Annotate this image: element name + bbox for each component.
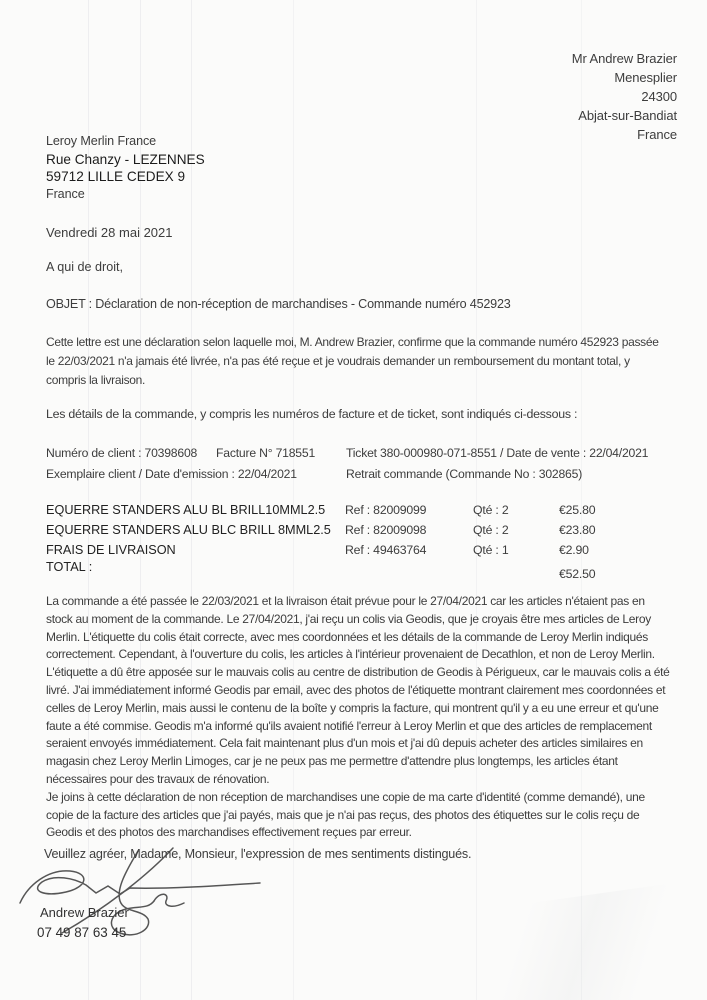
recipient-street: Rue Chanzy - LEZENNES bbox=[46, 151, 205, 167]
item-ref: Ref : 49463764 bbox=[345, 543, 427, 557]
item-row bbox=[46, 523, 695, 543]
sender-line: Menesplier bbox=[614, 70, 677, 85]
sender-name: Mr Andrew Brazier bbox=[571, 51, 677, 66]
body-paragraph-2: Je joins à cette déclaration de non réception de marchandises une copie de ma carte d'identité (comme demandé), une copie de la facture des articles que j'ai payés, mais que je n'ai pas reçus, des photos des étiquettes sur le colis reçu de Geodis et des photos des marchandises effectivement reçues par erreur. bbox=[46, 789, 645, 840]
item-qty: Qté : 2 bbox=[473, 523, 509, 537]
details-intro-line: Les détails de la commande, y compris les numéros de facture et de ticket, sont indiqués ci-dessous : bbox=[46, 407, 578, 421]
item-price: €25.80 bbox=[559, 503, 596, 517]
item-ref: Ref : 82009098 bbox=[345, 523, 427, 537]
closing-line: Veuillez agréer, Madame, Monsieur, l'expression de mes sentiments distingués. bbox=[44, 847, 472, 861]
salutation: A qui de droit, bbox=[46, 260, 124, 274]
signature-name: Andrew Brazier bbox=[40, 905, 129, 920]
item-name: FRAIS DE LIVRAISON bbox=[46, 543, 176, 557]
order-pickup: Retrait commande (Commande No : 302865) bbox=[346, 467, 583, 481]
letter-date: Vendredi 28 mai 2021 bbox=[46, 225, 173, 240]
sender-country: France bbox=[637, 127, 677, 142]
recipient-city: 59712 LILLE CEDEX 9 bbox=[46, 169, 186, 184]
signature-scribble bbox=[8, 845, 338, 960]
scan-artifact-line bbox=[581, 0, 582, 1000]
item-price: €23.80 bbox=[559, 523, 596, 537]
item-price: €2.90 bbox=[559, 543, 589, 557]
sender-postcode: 24300 bbox=[641, 89, 677, 104]
client-copy: Exemplaire client / Date d'emission : 22/04/2021 bbox=[46, 467, 297, 481]
body-text bbox=[46, 593, 670, 842]
sender-town: Abjat-sur-Bandiat bbox=[578, 108, 677, 123]
intro-paragraph: Cette lettre est une déclaration selon laquelle moi, M. Andrew Brazier, confirme que la commande numéro 452923 passée le 22/03/2021 n'a jamais été livrée, n'a pas été reçue et je voudrais demander un remboursement du montant total, y compris la livraison. bbox=[46, 335, 659, 387]
recipient-country: France bbox=[46, 186, 85, 201]
total-label: TOTAL : bbox=[46, 560, 93, 574]
scan-artifact-streak bbox=[341, 871, 707, 1000]
recipient-name: Leroy Merlin France bbox=[46, 134, 157, 148]
order-meta-row bbox=[46, 446, 695, 464]
item-name: EQUERRE STANDERS ALU BL BRILL10MML2.5 bbox=[46, 503, 326, 517]
ticket-number: Ticket 380-000980-071-8551 / Date de vente : 22/04/2021 bbox=[346, 446, 649, 460]
signature-phone: 07 49 87 63 45 bbox=[37, 925, 127, 940]
invoice-number: Facture N° 718551 bbox=[216, 446, 316, 460]
subject-line: OBJET : Déclaration de non-réception de marchandises - Commande numéro 452923 bbox=[46, 297, 511, 311]
recipient-address bbox=[46, 133, 205, 203]
total-row bbox=[46, 560, 695, 580]
total-value: €52.50 bbox=[559, 567, 596, 581]
sender-address bbox=[572, 49, 677, 144]
item-qty: Qté : 1 bbox=[473, 543, 509, 557]
body-paragraph-1: La commande a été passée le 22/03/2021 et la livraison était prévue pour le 27/04/2021 car les articles n'étaient pas en stock au moment de la commande. Le 27/04/2021, j'ai reçu un colis via Geodis, que je croyais être mes articles de Leroy Merlin. L'étiquette du colis était correcte, avec mes coordonnées et les détails de la commande de Leroy Merlin indiqués correctement. Cependant, à l'ouverture du colis, les articles à l'intérieur provenaient de Decathlon, et non de Leroy Merlin. L'étiquette a dû être apposée sur le mauvais colis au centre de distribution de Geodis à Périgueux, car le mauvais colis a été livré. J'ai immédiatement informé Geodis par email, avec des photos de l'étiquette montrant clairement mes coordonnées et celles de Leroy Merlin, mais aussi le contenu de la boîte y compris la facture, qui montrent qu'il y a eu une erreur et qu'une faute a été commise. Geodis m'a informé qu'ils avaient notifié l'erreur à Leroy Merlin et que des articles de remplacement seraient envoyés immédiatement. Cela fait maintenant plus d'un mois et j'ai dû depuis acheter des articles similaires en magasin chez Leroy Merlin Limoges, car je ne peux pas me permettre d'attendre plus longtemps, les articles étant nécessaires pour des travaux de rénovation. bbox=[46, 594, 670, 786]
client-number: Numéro de client : 70398608 bbox=[46, 446, 198, 460]
item-row bbox=[46, 503, 695, 523]
item-qty: Qté : 2 bbox=[473, 503, 509, 517]
order-meta-row bbox=[46, 467, 695, 485]
item-name: EQUERRE STANDERS ALU BLC BRILL 8MML2.5 bbox=[46, 523, 331, 537]
item-ref: Ref : 82009099 bbox=[345, 503, 427, 517]
scan-artifact-line bbox=[476, 0, 477, 1000]
